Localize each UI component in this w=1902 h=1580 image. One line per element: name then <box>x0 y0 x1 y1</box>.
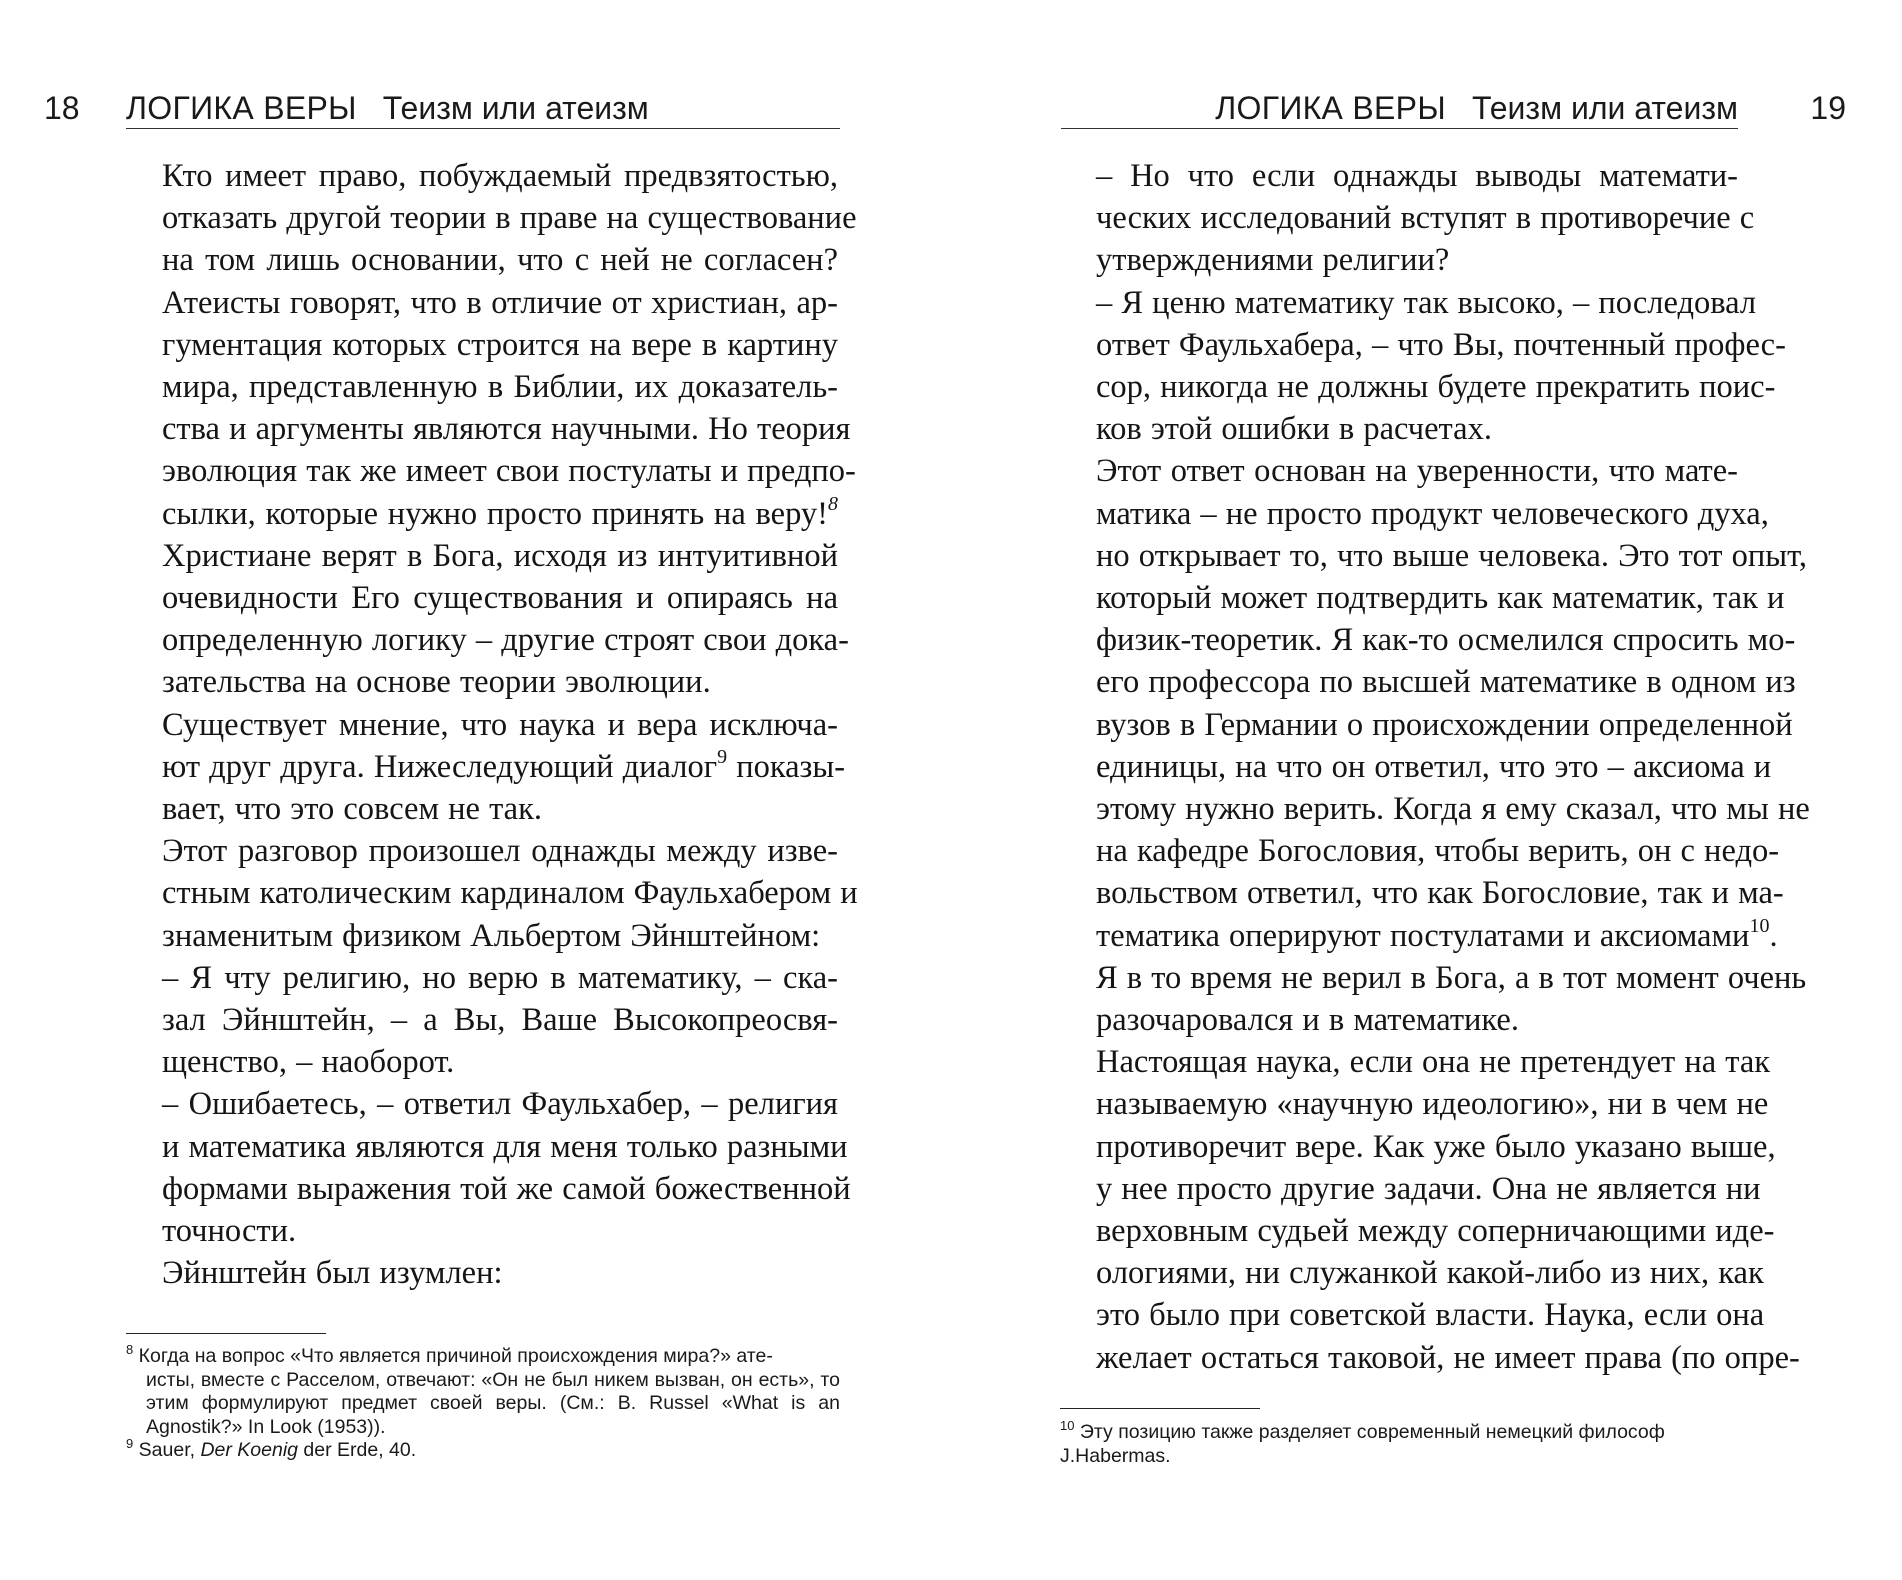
footnotes <box>126 1342 840 1463</box>
paragraph: Этот ответ основан на уверенности, что мате- матика – не просто продукт человеческого духа, но открывает то, что выше человека. Это тот опыт, который может подтвердить как математик, так и физик-теоретик. Я как-то осмелился спросить мо- его профессора по высшей математике в одном из вузов в Германии о происхождении определенной единицы, на что он ответил, что это – аксиома и этому нужно верить. Когда я ему сказал, что мы не на кафедре Богословия, чтобы верить, он с недо- вольством ответил, что как Богословие, так и ма- тематика оперируют постулатами и аксиомами$^{10}$. Я в то время не верил в Бога, а в тот момент очень разочаровался и в математике. <box>1096 453 1810 1039</box>
footnote-ref[interactable]: 9 <box>717 745 728 768</box>
footnote-10: $^{10}$ Эту позицию также разделяет современный немецкий философ J.Habermas. <box>1060 1418 1665 1467</box>
body-text <box>126 155 858 1294</box>
paragraph: Этот разговор произошел однажды между изве- стным католическим кардиналом Фаульхабером и знаменитым физиком Альбертом Эйнштейном: <box>162 833 858 954</box>
page-number: 18 <box>44 90 80 126</box>
chapter-subtitle: Теизм или атеизм <box>382 90 649 126</box>
footnote-rule <box>126 1333 326 1334</box>
paragraph: – Ошибаетесь, – ответил Фаульхабер, – религия и математика являются для меня только разными формами выражения той же самой божественной точности. <box>162 1086 851 1250</box>
paragraph: Кто имеет право, побуждаемый предвзятостью, отказать другой теории в праве на существование на том лишь основании, что с ней не согласен? Атеисты говорят, что в отличие от христиан, ар- гументация которых строится на вере в картину мира, представленную в Библии, их доказатель- ства и аргументы являются научными. Но теория эволюция так же имеет свои постулаты и предпо- сылки, которые нужно просто принять на веру!$^8$ Христиане верят в Бога, исходя из интуитивной очевидности Его существования и опираясь на определенную логику – другие строят свои дока- зательства на основе теории эволюции. <box>162 158 857 701</box>
book-title: ЛОГИКА ВЕРЫ <box>126 90 357 126</box>
page-number: 19 <box>1810 90 1846 126</box>
footnote-8: $^8$ Когда на вопрос «Что является причиной происхождения мира?» ате- исты, вместе с Расселом, отвечают: «Он не был никем вызван, он есть», то этим формулируют предмет своей веры. (См.: B. Russel «What is an Agnostik?» In Look (1953)). <box>126 1342 840 1438</box>
footnote-9: $^9$ Sauer, Der Koenig der Erde, 40. <box>126 1436 417 1461</box>
paragraph: – Я чту религию, но верю в математику, – ска- зал Эйнштейн, – а Вы, Ваше Высокопреосвя- щенство, – наоборот. <box>162 959 838 1081</box>
body-text <box>1060 155 1810 1379</box>
right-page <box>951 0 1902 1580</box>
paragraph: – Но что если однажды выводы математи- ческих исследований вступят в противоречие с утверждениями религии? <box>1096 158 1755 279</box>
footnote-ref[interactable]: 8 <box>828 492 838 515</box>
footnote-ref[interactable]: 10 <box>1749 914 1770 937</box>
running-head <box>1215 88 1738 128</box>
header-rule <box>126 128 840 129</box>
book-title: ЛОГИКА ВЕРЫ <box>1215 90 1446 126</box>
chapter-subtitle: Теизм или атеизм <box>1471 90 1738 126</box>
running-head <box>126 88 649 128</box>
paragraph: Настоящая наука, если она не претендует на так называемую «научную идеологию», ни в чем не противоречит вере. Как уже было указано выше, у нее просто другие задачи. Она не является ни верховным судьей между соперничающими иде- ологиями, ни служанкой какой-либо из них, как это было при советской власти. Наука, если она желает остаться таковой, не имеет права (по опре- <box>1096 1044 1800 1376</box>
footnotes <box>1060 1418 1738 1468</box>
paragraph: Эйнштейн был изумлен: <box>162 1255 503 1292</box>
header-rule <box>1061 128 1738 129</box>
footnote-rule <box>1060 1408 1260 1409</box>
paragraph: Существует мнение, что наука и вера исключа- ют друг друга. Нижеследующий диалог$^9$ показы- вает, что это совсем не так. <box>162 706 846 828</box>
paragraph: – Я ценю математику так высоко, – последовал ответ Фаульхабера, – что Вы, почтенный профес- сор, никогда не должны будете прекратить поис- ков этой ошибки в расчетах. <box>1096 284 1786 448</box>
